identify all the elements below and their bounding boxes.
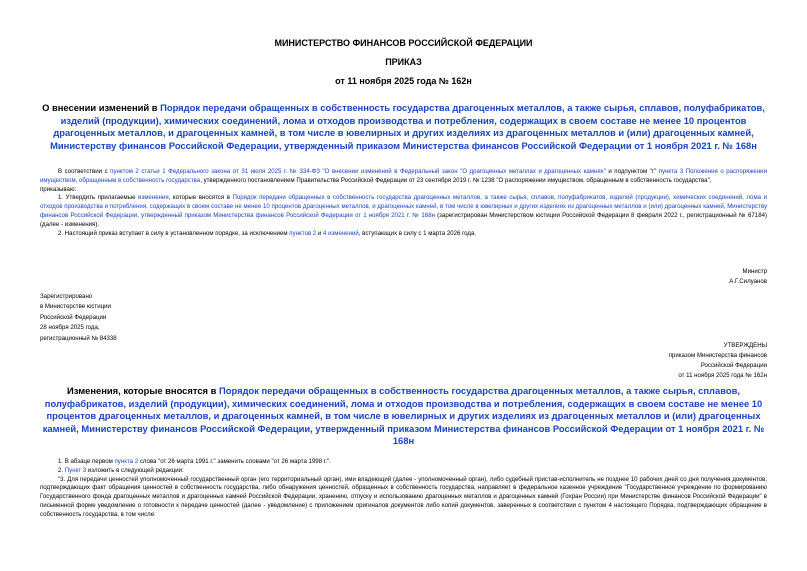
item2-text-1: 2. Настоящий приказ вступает в силу в установленном порядке, за исключением	[58, 229, 290, 237]
changes-title-link[interactable]: Порядок передачи обращенных в собственность государства драгоценных металлов, а также сырья, сплавов, полуфабрикатов, изделий (продукции), химических соединений, лома и отходов производства и потребления, содержащих в своем составе не менее 10 процентов драгоценных металлов, и драгоценных камней, в том числе в ювелирных и других изделиях из драгоценных металлов и (или) драгоценных камней, Министерству финансов Российской Федерации, утвержденный приказом Министерства финансов Российской Федерации от 1 ноября 2021 г. № 168н	[42, 385, 765, 447]
registration-line: 28 ноября 2025 года,	[40, 324, 100, 332]
order-item-1	[40, 194, 767, 229]
registration-line: в Министерстве юстиции	[40, 303, 111, 311]
federal-law-link[interactable]: пунктом 2 статьи 1 Федерального закона от 31 июля 2025 г. № 334-ФЗ "О внесении изменений в Федеральный закон "О драгоценных металлах и драгоценных камнях"	[110, 168, 606, 175]
item2-text-3: , вступающих в силу с 1 марта 2026 года.	[358, 229, 477, 237]
procedure-link[interactable]: Порядок передачи обращенных в собственность государства драгоценных металлов, а также сырья, сплавов, полуфабрикатов, изделий (продукции), химических соединений, лома и отходов производства и потребления, содержащих в своем составе не менее 10 процентов драгоценных металлов, и драгоценных камней, в том числе в ювелирных и других изделиях из драгоценных металлов и (или) драгоценных камней, Министерству финансов Российской Федерации, утвержденный приказом Министерства финансов Российской Федерации от 1 ноября 2021 г. № 168н	[40, 194, 767, 219]
registration-line: регистрационный № 84338	[40, 334, 117, 342]
doc-type-heading: ПРИКАЗ	[385, 57, 422, 67]
approval-line: УТВЕРЖДЕНЫ	[723, 342, 767, 349]
preamble-text-2: и подпунктом "г"	[605, 168, 659, 175]
point-3-link[interactable]: Пункт 3	[64, 466, 87, 474]
order-title-link[interactable]: Порядок передачи обращенных в собственность государства драгоценных металлов, а также сырья, сплавов, полуфабрикатов, изделий (продукции), химических соединений, лома и отходов производства и потребления, содержащих в своем составе не менее 10 процентов драгоценных металлов, и драгоценных камней, в том числе в ювелирных и других изделиях из драгоценных металлов и (или) драгоценных камней, Министерству финансов Российской Федерации, утвержденный приказом Министерства финансов Российской Федерации от 1 ноября 2021 г. № 168н	[50, 102, 765, 151]
change-item-2	[40, 467, 767, 476]
change1-text-2: слова "от 26 марта 1991 г." заменить словами "от 26 марта 1998 г.".	[138, 458, 331, 465]
changes-4-link[interactable]: 4 изменений	[322, 229, 359, 237]
change2-text-1: 2.	[58, 466, 65, 474]
change-item-2-quote: "3. Для передачи ценностей уполномоченный государственный орган (его территориальный орган), ими владеющий (далее - уполномоченный орган), либо судебный пристав-исполнитель не позднее 10 рабочих дней со дня получения документов, подтверждающих факт обращения ценностей в собственность государства, либо обнаружения ценностей, обращенных в собственность государства, направляет в федеральное казенное учреждение "Государственное учреждение по формированию Государственного фонда драгоценных металлов и драгоценных камней Российской Федерации, хранению, отпуску и использованию драгоценных металлов и драгоценных камней (Гохран России) при Министерстве финансов Российской Федерации" в письменной форме уведомление о готовности к передаче ценностей (далее - уведомление) с приложением оригиналов документов либо копий документов, заверенных в соответствии с пунктом 4 настоящего Порядка, подтверждающих обращение в собственность государства, в том числе:	[40, 475, 767, 518]
change2-text-2: изложить в следующей редакции:	[86, 466, 184, 474]
item2-text-2: и	[316, 229, 323, 237]
signature-name: А.Г.Силуанов	[729, 278, 767, 285]
order-title	[40, 102, 767, 152]
preamble-text-3: , утвержденного постановлением Правительства Российской Федерации от 23 сентября 2019 г. № 1238 "О распоряжении имуществом, обращенным в собственность государства",	[200, 176, 712, 184]
changes-link[interactable]: изменения	[138, 194, 169, 202]
change-item-1	[40, 458, 767, 467]
item1-text-2: , которые вносятся в	[168, 194, 233, 202]
orders-line: приказываю:	[40, 185, 77, 193]
changes-title	[40, 385, 767, 448]
preamble-text-1: В соответствии с	[58, 168, 111, 175]
item1-text-1: 1. Утвердить прилагаемые	[58, 194, 139, 202]
regulation-link[interactable]: пункта 3 Положения о распоряжении имуществом, обращенным в собственность государства	[40, 168, 767, 184]
preamble-paragraph	[40, 168, 767, 186]
changes-title-prefix: Изменения, которые вносятся в	[67, 385, 219, 396]
changes-body	[40, 458, 767, 520]
change1-text-1: 1. В абзаце первом	[58, 458, 115, 465]
ministry-heading: МИНИСТЕРСТВО ФИНАНСОВ РОССИЙСКОЙ ФЕДЕРАЦИИ	[274, 38, 533, 48]
approval-block	[669, 341, 767, 381]
points-2-link[interactable]: пунктов 2	[289, 229, 317, 237]
order-title-prefix: О внесении изменений в	[42, 102, 161, 113]
approval-line: Российской Федерации	[700, 362, 767, 369]
approval-line: от 11 ноября 2025 года № 162н	[678, 372, 767, 379]
registration-block	[40, 292, 117, 344]
order-item-2	[40, 230, 767, 239]
registration-line: Российской Федерации	[40, 313, 107, 321]
signature-position: Министр	[742, 268, 767, 275]
signature-block	[729, 267, 767, 287]
registration-line: Зарегистрировано	[40, 293, 93, 300]
doc-date-number: от 11 ноября 2025 года № 162н	[335, 76, 472, 86]
item1-text-3: (зарегистрирован Министерством юстиции Российской Федерации 8 февраля 2022 г., регистрационный № 67184) (далее - изменения).	[40, 211, 767, 228]
order-body	[40, 168, 767, 238]
approval-line: приказом Министерства финансов	[668, 352, 767, 359]
point-2-link[interactable]: пункта 2	[114, 458, 139, 465]
